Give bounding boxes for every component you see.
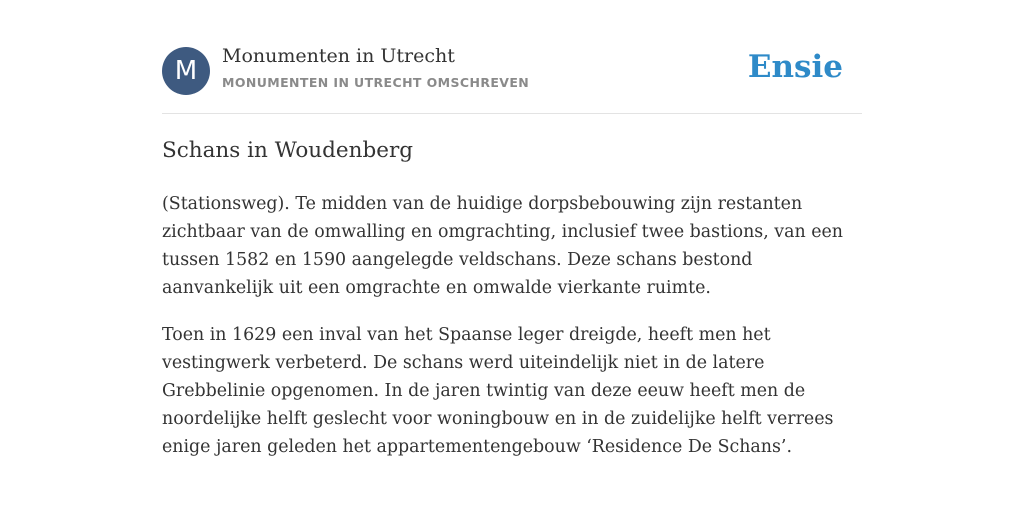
site-header <box>162 0 862 114</box>
site-title[interactable]: Monumenten in Utrecht <box>222 45 455 67</box>
article-paragraph: Toen in 1629 een inval van het Spaanse leger dreigde, heeft men het vestingwerk verbeterd. De schans werd uiteindelijk niet in de latere Grebbelinie opgenomen. In de jaren twintig van deze eeuw heeft men de noordelijke helft geslecht voor woningbouw en in de zuidelijke helft verrees enige jaren geleden het appartementengebouw ‘Residence De Schans’. <box>162 325 834 457</box>
article-title: Schans in Woudenberg <box>162 138 413 163</box>
ensie-logo-link[interactable]: Ensie <box>747 49 843 85</box>
article-paragraph: (Stationsweg). Te midden van de huidige dorpsbebouwing zijn restanten zichtbaar van de omwalling en omgrachting, inclusief twee bastions, van een tussen 1582 en 1590 aangelegde veldschans. Deze schans bestond aanvankelijk uit een omgrachte en omwalde vierkante ruimte. <box>162 194 843 298</box>
content-column <box>162 0 862 457</box>
avatar[interactable]: M <box>162 47 210 95</box>
site-subtitle: MONUMENTEN IN UTRECHT OMSCHREVEN <box>222 75 530 90</box>
article-body <box>162 190 867 480</box>
